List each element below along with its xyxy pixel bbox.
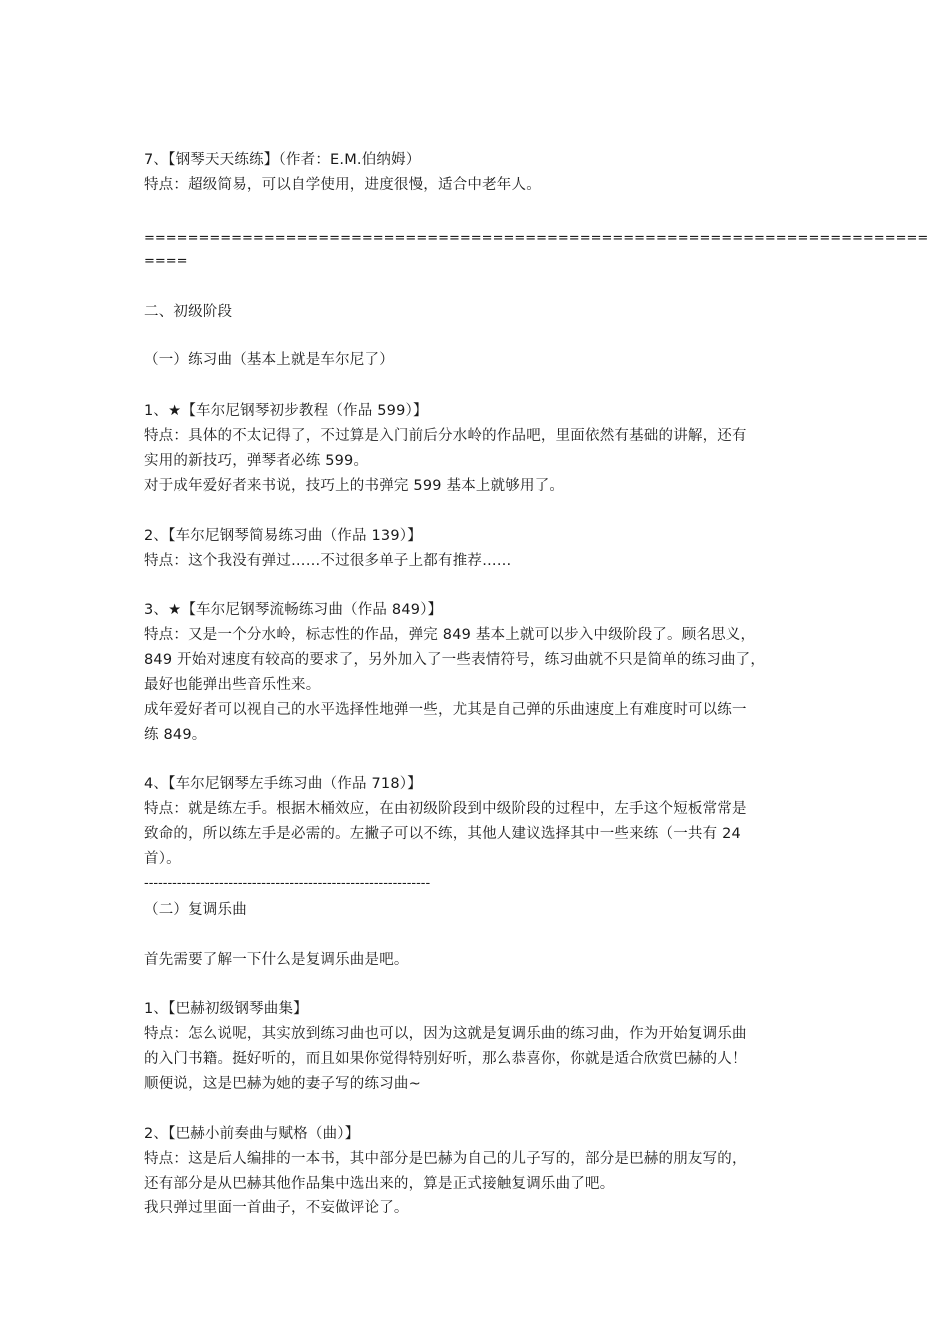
etude-4-desc-line-2: 致命的，所以练左手是必需的。左撇子可以不练，其他人建议选择其中一些来练（一共有 24 (144, 826, 741, 842)
section-divider-line-1: ======================================================================== (144, 231, 929, 246)
polyphony-2-desc-line-3: 我只弹过里面一首曲子，不妄做评论了。 (144, 1200, 409, 1216)
etude-3-desc-line-5: 练 849。 (144, 727, 207, 743)
polyphony-intro: 首先需要了解一下什么是复调乐曲是吧。 (144, 952, 409, 968)
etude-4-desc-line-1: 特点：就是练左手。根据木桶效应，在由初级阶段到中级阶段的过程中，左手这个短板常常是 (144, 801, 747, 817)
polyphony-2-desc-line-2: 还有部分是从巴赫其他作品集中选出来的，算是正式接触复调乐曲了吧。 (144, 1176, 615, 1192)
polyphony-2-desc-line-1: 特点：这是后人编排的一本书，其中部分是巴赫为自己的儿子写的，部分是巴赫的朋友写的， (144, 1151, 747, 1167)
dashed-divider: ------------------------------------------------------------- (144, 876, 431, 891)
etude-1-desc-line-2: 实用的新技巧，弹琴者必练 599。 (144, 453, 369, 469)
etude-4-desc-line-3: 首）。 (144, 851, 181, 867)
section-divider-line-2: ==== (144, 254, 188, 269)
etude-1-title: 1、★【车尔尼钢琴初步教程（作品 599）】 (144, 403, 428, 419)
etude-1-desc-line-3: 对于成年爱好者来书说，技巧上的书弹完 599 基本上就够用了。 (144, 478, 565, 494)
etude-3-desc-line-4: 成年爱好者可以视自己的水平选择性地弹一些，尤其是自己弹的乐曲速度上有难度时可以练一 (144, 702, 747, 718)
subsection-heading-polyphony: （二）复调乐曲 (144, 902, 247, 918)
etude-4-title: 4、【车尔尼钢琴左手练习曲（作品 718）】 (144, 776, 422, 792)
section-heading-beginner: 二、初级阶段 (144, 304, 233, 320)
etude-3-desc-line-2: 849 开始对速度有较高的要求了，另外加入了一些表情符号，练习曲就不只是简单的练习曲了， (144, 652, 766, 668)
subsection-heading-etudes: （一）练习曲（基本上就是车尔尼了） (144, 352, 394, 368)
polyphony-1-desc-line-2: 的入门书籍。挺好听的，而且如果你觉得特别好听，那么恭喜你，你就是适合欣赏巴赫的人！ (144, 1051, 747, 1067)
etude-2-desc: 特点：这个我没有弹过……不过很多单子上都有推荐…… (144, 553, 512, 569)
etude-3-desc-line-1: 特点：又是一个分水岭，标志性的作品，弹完 849 基本上就可以步入中级阶段了。顾名思义， (144, 627, 756, 643)
polyphony-2-title: 2、【巴赫小前奏曲与赋格（曲）】 (144, 1126, 360, 1142)
etude-3-desc-line-3: 最好也能弹出些音乐性来。 (144, 677, 321, 693)
item-7-desc: 特点：超级简易，可以自学使用，进度很慢，适合中老年人。 (144, 177, 541, 193)
etude-2-title: 2、【车尔尼钢琴简易练习曲（作品 139）】 (144, 528, 422, 544)
item-7-title: 7、【钢琴天天练练】（作者：E.M.伯纳姆） (144, 152, 421, 168)
etude-3-title: 3、★【车尔尼钢琴流畅练习曲（作品 849）】 (144, 602, 443, 618)
etude-1-desc-line-1: 特点：具体的不太记得了，不过算是入门前后分水岭的作品吧，里面依然有基础的讲解，还有 (144, 428, 747, 444)
polyphony-1-desc-line-1: 特点：怎么说呢，其实放到练习曲也可以，因为这就是复调乐曲的练习曲，作为开始复调乐曲 (144, 1026, 747, 1042)
polyphony-1-desc-line-3: 顺便说，这是巴赫为她的妻子写的练习曲~ (144, 1076, 421, 1092)
polyphony-1-title: 1、【巴赫初级钢琴曲集】 (144, 1001, 308, 1017)
